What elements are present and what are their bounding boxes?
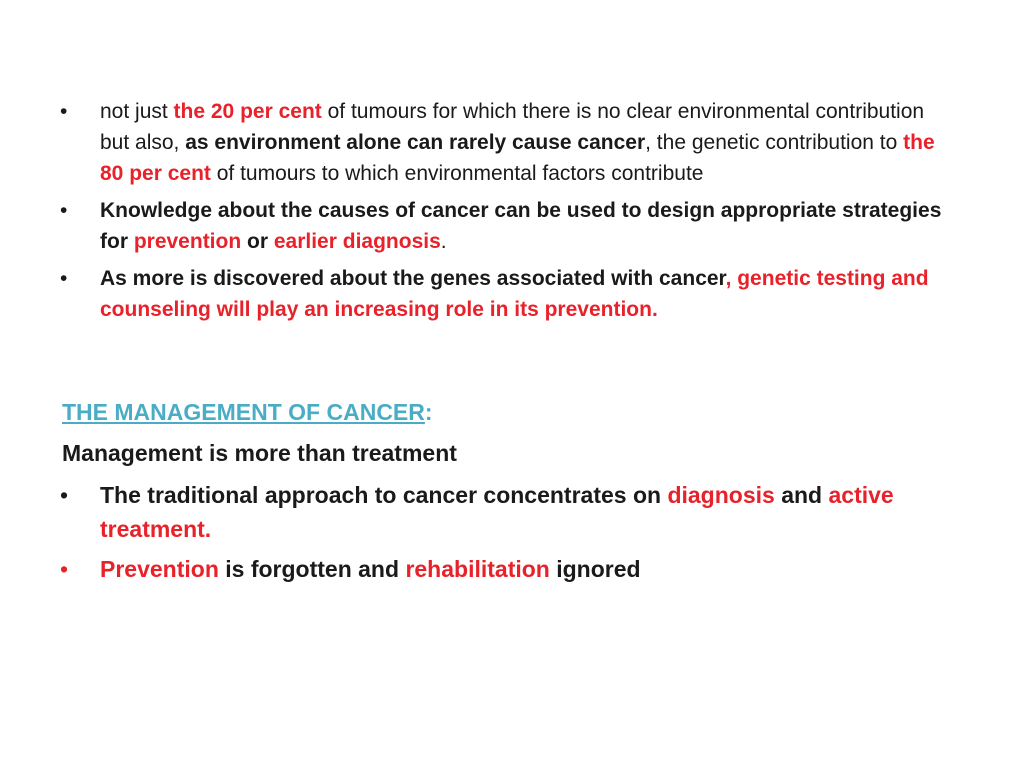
highlight-text: the 20 per cent bbox=[173, 100, 322, 123]
bullet-icon: • bbox=[60, 199, 68, 222]
section-heading-text: THE MANAGEMENT OF CANCER bbox=[62, 399, 425, 425]
text-run: of tumours to which environmental factors contribute bbox=[210, 162, 704, 185]
highlight-text: earlier diagnosis bbox=[273, 230, 441, 253]
highlight-text: active treatment. bbox=[100, 482, 894, 542]
highlight-text: Prevention bbox=[100, 556, 219, 582]
highlight-text: prevention bbox=[133, 230, 242, 253]
bold-text: as environment alone can rarely cause cancer bbox=[185, 131, 646, 154]
text-run: of tumours for which there is no clear environmental contribution but also, bbox=[100, 100, 925, 154]
text-run: The traditional approach to cancer concentrates on bbox=[100, 482, 668, 508]
bold-text: or bbox=[241, 230, 274, 253]
section-heading-colon: : bbox=[424, 399, 433, 425]
section-subheading: Management is more than treatment bbox=[62, 440, 457, 466]
text-run: ignored bbox=[549, 556, 641, 582]
text-run: and bbox=[774, 482, 829, 508]
list-item bbox=[60, 96, 950, 189]
bullet-icon: • bbox=[60, 556, 69, 582]
text-run: is forgotten and bbox=[218, 556, 406, 582]
causes-bullet-list bbox=[60, 96, 950, 331]
bold-text: As more is discovered about the genes associated with cancer bbox=[100, 267, 726, 290]
text-run: . bbox=[440, 230, 447, 253]
highlight-text: diagnosis bbox=[667, 482, 775, 508]
text-run: , the genetic contribution to bbox=[645, 131, 904, 154]
management-bullet-list bbox=[60, 478, 960, 592]
highlight-text: rehabilitation bbox=[405, 556, 550, 582]
list-item bbox=[60, 263, 950, 325]
list-item bbox=[60, 478, 960, 546]
section-heading bbox=[62, 396, 433, 428]
bullet-icon: • bbox=[60, 267, 68, 290]
bold-text: Knowledge about the causes of cancer can be used to design appropriate strategies for bbox=[100, 199, 942, 253]
text-run: not just bbox=[100, 100, 174, 123]
bullet-icon: • bbox=[60, 482, 69, 508]
bullet-icon: • bbox=[60, 100, 68, 123]
list-item bbox=[60, 552, 960, 586]
highlight-text: , genetic testing and counseling will play an increasing role in its prevention. bbox=[100, 267, 929, 321]
highlight-text: the 80 per cent bbox=[100, 131, 935, 185]
list-item bbox=[60, 195, 950, 257]
